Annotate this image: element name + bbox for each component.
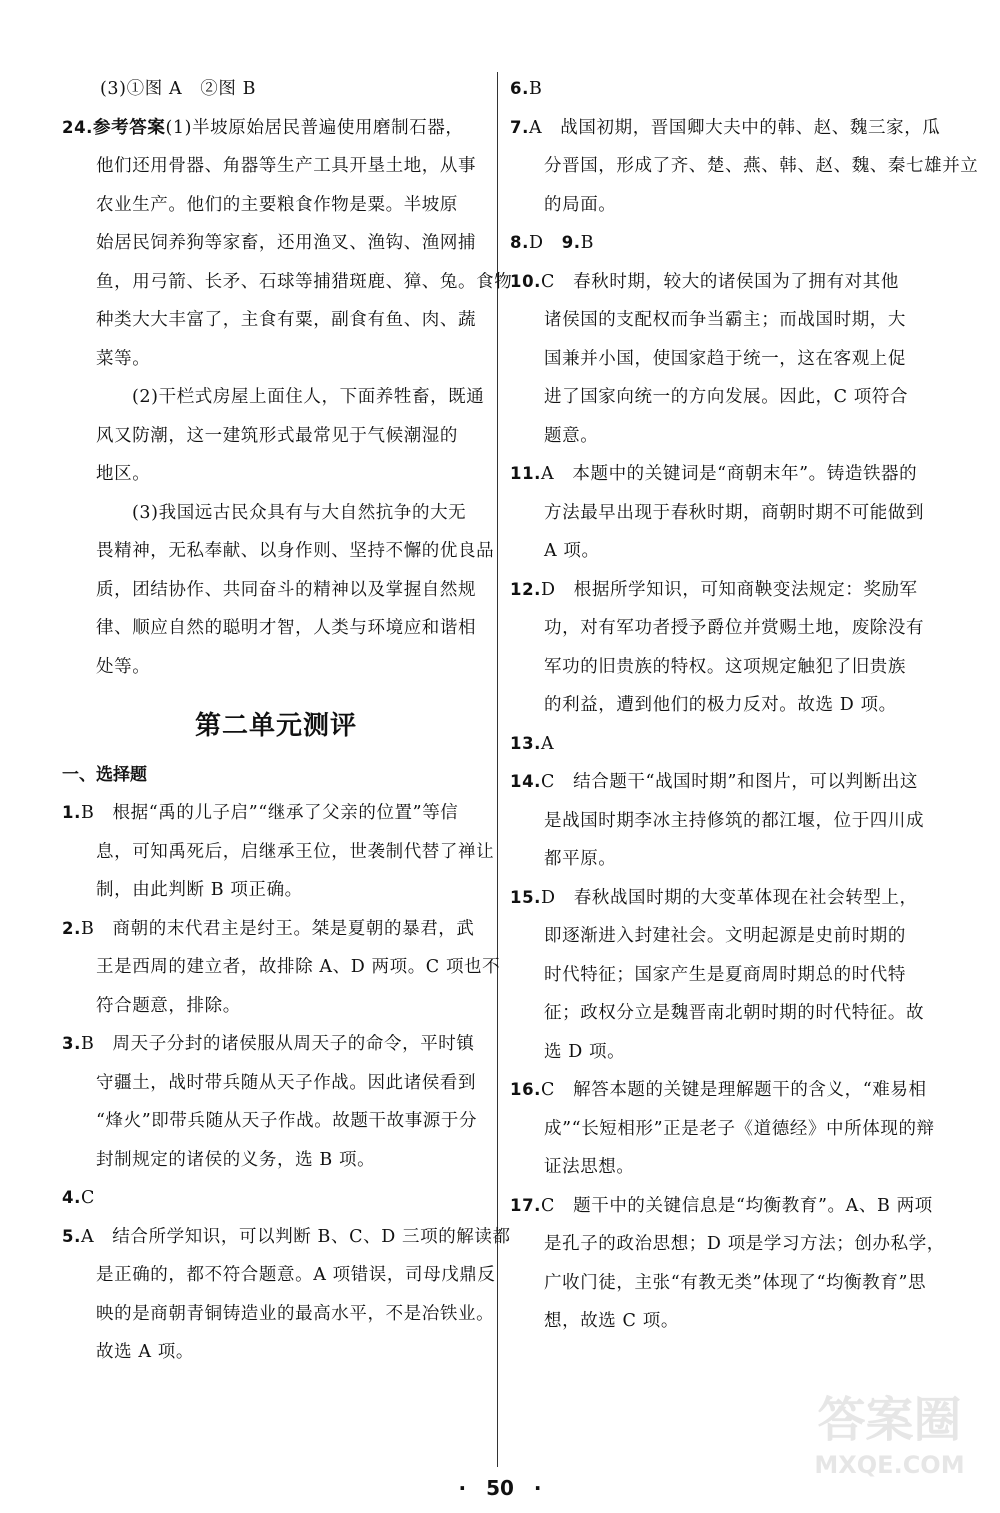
answer-text: B [580, 233, 595, 253]
answer-text: A 本题中的关键词是“商朝末年”。铸造铁器的 [541, 464, 918, 484]
question-7 [510, 109, 979, 225]
question-number: 5. [62, 1226, 81, 1246]
section-subheading: 一、选择题 [62, 765, 147, 785]
question-number: 3. [62, 1034, 81, 1053]
answer-text: 畏精神，无私奉献、以身作则、坚持不懈的优良品 [96, 541, 495, 561]
answer-text: (2)干栏式房屋上面住人，下面养牲畜，既通 [132, 387, 485, 407]
answer-text: 成”“长短相形”正是老子《道德经》中所体现的辩 [544, 1118, 935, 1139]
answer-text: 菜等。 [96, 348, 151, 369]
answer-text: 地区。 [96, 464, 151, 484]
answer-text: 是战国时期李冰主持修筑的都江堰，位于四川成 [544, 810, 925, 831]
answer-label: 参考答案 [93, 117, 166, 138]
answer-text: 证法思想。 [544, 1157, 635, 1177]
answer-text: 进了国家向统一的方向发展。因此，C 项符合 [544, 387, 909, 407]
answer-text: 王是西周的建立者，故排除 A、D 两项。C 项也不 [96, 957, 501, 977]
answer-text: 他们还用骨器、角器等生产工具开垦土地，从事 [96, 156, 477, 176]
answer-text: 律、顺应自然的聪明才智，人类与环境应和谐相 [96, 618, 477, 638]
answer-text: 是正确的，都不符合题意。A 项错误，司母戊鼎反 [96, 1265, 496, 1285]
answer-text: 是孔子的政治思想；D 项是学习方法；创办私学， [544, 1234, 945, 1254]
answer-text: C 解答本题的关键是理解题干的含义，“难易相 [541, 1080, 927, 1100]
question-13 [510, 725, 930, 764]
answer-text: 故选 A 项。 [96, 1342, 194, 1362]
question-number: 8. [510, 233, 529, 252]
right-column [510, 70, 979, 1341]
answer-text: 风又防潮，这一建筑形式最常见于气候潮湿的 [96, 425, 458, 446]
answer-text: 诸侯国的支配权而争当霸主；而战国时期，大 [544, 310, 906, 330]
answer-text: 鱼，用弓箭、长矛、石球等捕猎斑鹿、獐、兔。食物 [96, 271, 513, 292]
answer-text: 符合题意，排除。 [96, 995, 241, 1016]
question-number: 17. [510, 1195, 542, 1215]
answer-text: 方法最早出现于春秋时期，商朝时期不可能做到 [544, 502, 925, 523]
answer-text: 国兼并小国，使国家趋于统一，这在客观上促 [544, 348, 906, 369]
answer-text: 想，故选 C 项。 [544, 1311, 679, 1331]
answer-text: 时代特征；国家产生是夏商周时期总的时代特 [544, 964, 906, 985]
question-number: 24. [62, 117, 94, 137]
q23-sub3-line: (3)①图 A ②图 B [100, 79, 257, 99]
answer-text: 种类大大丰富了，主食有粟，副食有鱼、肉、蔬 [96, 310, 477, 330]
answer-text: B [528, 79, 543, 99]
answer-text: 始居民饲养狗等家畜，还用渔叉、渔钩、渔网捕 [96, 233, 477, 253]
question-12 [510, 571, 930, 725]
question-4 [62, 1179, 490, 1218]
question-number: 7. [510, 117, 529, 137]
question-number: 4. [62, 1188, 81, 1207]
answer-text: 映的是商朝青铜铸造业的最高水平，不是冶铁业。 [96, 1303, 495, 1324]
answer-text: D 根据所学知识，可知商鞅变法规定：奖励军 [541, 579, 918, 600]
answer-text: C 题干中的关键信息是“均衡教育”。A、B 两项 [541, 1195, 933, 1216]
question-number: 1. [62, 803, 81, 822]
question-number: 2. [62, 918, 81, 938]
answer-text: C 结合题干“战国时期”和图片，可以判断出这 [541, 772, 919, 792]
answer-text: 的局面。 [544, 194, 617, 215]
question-3 [62, 1025, 490, 1179]
answer-text: A 结合所学知识，可以判断 B、C、D 三项的解读都 [80, 1226, 511, 1247]
answer-text: 广收门徒，主张“有教无类”体现了“均衡教育”思 [544, 1272, 927, 1293]
answer-text: A [541, 733, 555, 754]
page-number: · 50 · [458, 1476, 542, 1500]
answer-text: C 春秋时期，较大的诸侯国为了拥有对其他 [541, 271, 899, 292]
watermark-url: MXQE.COM [814, 1451, 965, 1479]
answer-text: A 项。 [544, 541, 600, 561]
question-15 [510, 879, 930, 1072]
question-number: 13. [510, 733, 542, 753]
answer-text: 功，对有军功者授予爵位并赏赐土地，废除没有 [544, 618, 925, 638]
watermark-text: 答案圈 [817, 1392, 962, 1448]
question-number: 14. [510, 772, 542, 791]
question-16 [510, 1071, 935, 1187]
answer-text: 质，团结协作、共同奋斗的精神以及掌握自然规 [96, 579, 477, 600]
question-number: 10. [510, 271, 542, 291]
answer-text: 守疆土，战时带兵随从天子作战。因此诸侯看到 [96, 1072, 477, 1093]
question-10 [510, 263, 930, 456]
answer-text: 息，可知禹死后，启继承王位，世袭制代替了禅让 [96, 841, 495, 862]
question-number: 9. [561, 233, 581, 252]
watermark-logo [797, 1389, 982, 1499]
answer-text: 处等。 [96, 656, 151, 677]
question-17 [510, 1187, 945, 1341]
answer-text: 都平原。 [544, 849, 617, 869]
left-column [62, 70, 513, 1372]
answer-text: D [528, 233, 562, 253]
answer-text: 即逐渐进入封建社会。文明起源是史前时期的 [544, 926, 906, 946]
answer-text: 征；政权分立是魏晋南北朝时期的时代特征。故 [544, 1003, 925, 1023]
question-5 [62, 1218, 511, 1372]
question-14 [510, 763, 930, 879]
answer-text: 军功的旧贵族的特权。这项规定触犯了旧贵族 [544, 656, 906, 677]
question-2 [62, 910, 501, 1026]
answer-text: 的利益，遭到他们的极力反对。故选 D 项。 [544, 695, 897, 715]
question-1 [62, 794, 495, 910]
question-number: 16. [510, 1080, 542, 1099]
answer-text: 制，由此判断 B 项正确。 [96, 880, 303, 900]
question-number: 11. [510, 464, 542, 483]
question-11 [510, 455, 930, 571]
question-number: 6. [510, 79, 529, 98]
section-title: 第二单元测评 [194, 711, 357, 741]
answer-text: D 春秋战国时期的大变革体现在社会转型上， [541, 887, 918, 908]
answer-text: A 战国初期，晋国卿大夫中的韩、赵、魏三家，瓜 [528, 117, 941, 138]
answer-text: C [80, 1188, 95, 1208]
answer-text: (1)半坡原始居民普遍使用磨制石器， [165, 117, 464, 138]
question-number: 12. [510, 579, 542, 599]
answer-text: (3)我国远古民众具有与大自然抗争的大无 [132, 502, 467, 523]
answer-text: B 周天子分封的诸侯服从周天子的命令，平时镇 [80, 1034, 475, 1054]
answer-text: “烽火”即带兵随从天子作战。故题干故事源于分 [96, 1111, 478, 1131]
answer-text: 分晋国，形成了齐、楚、燕、韩、赵、魏、秦七雄并立 [544, 156, 979, 176]
question-number: 15. [510, 887, 542, 907]
answer-text: 农业生产。他们的主要粮食作物是粟。半坡原 [96, 194, 458, 215]
answer-text: 选 D 项。 [544, 1041, 626, 1062]
answer-text: 题意。 [544, 425, 599, 446]
answer-text: 封制规定的诸侯的义务，选 B 项。 [96, 1149, 376, 1170]
question-8-9 [510, 224, 930, 263]
question-24 [62, 109, 513, 687]
answer-text: B 商朝的末代君主是纣王。桀是夏朝的暴君，武 [80, 918, 475, 939]
answer-text: B 根据“禹的儿子启”“继承了父亲的位置”等信 [80, 803, 459, 823]
question-6 [510, 70, 930, 109]
